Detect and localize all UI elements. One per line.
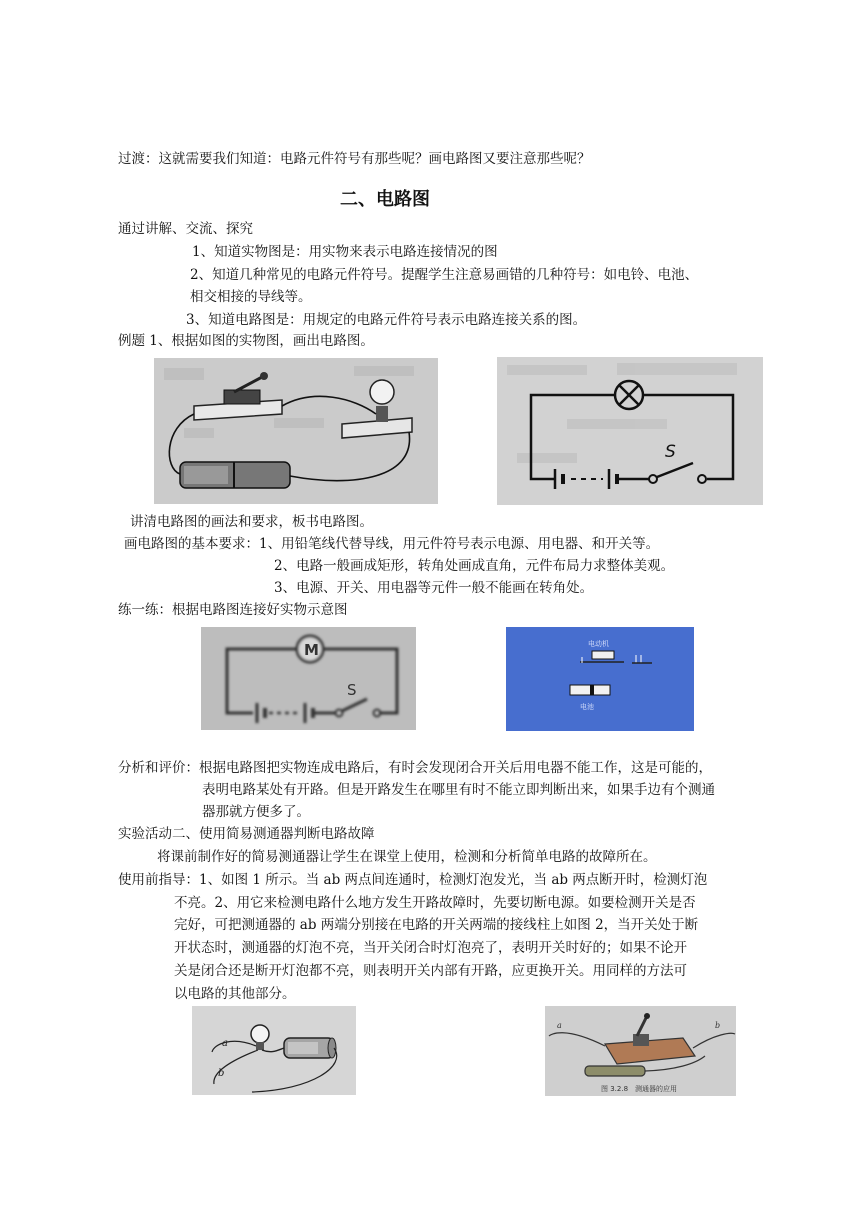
figure-tester-photo [192,1006,356,1095]
activity2-desc: 将课前制作好的简易测通器让学生在课堂上使用，检测和分析简单电路的故障所在。 [157,849,657,865]
figure-components-photo [506,627,694,731]
motor-label: M [304,641,319,659]
analysis-line-1: 分析和评价：根据电路图把实物连成电路后，有时会发现闭合开关后用电器不能工作，这是可能的， [118,760,712,776]
section-title: 二、电路图 [340,189,430,210]
transition-text: 过渡：这就需要我们知道：电路元件符号有那些呢？画电路图又要注意那些呢？ [118,151,591,167]
figure-switch-test-photo [545,1006,736,1096]
fig6-a-label: a [557,1021,562,1030]
guide-line-5: 关是闭合还是断开灯泡都不亮，则表明开关内部有开路，应更换开关。用同样的方法可 [174,963,687,979]
explain-text: 讲清电路图的画法和要求，板书电路图。 [130,514,373,530]
terminal-b-label: b [218,1068,225,1079]
guide-line-3: 完好，可把测通器的 ab 两端分别接在电路的开关两端的接线柱上如图 2，当开关处于断 [174,917,699,933]
point-1: 1、知道实物图是：用实物来表示电路连接情况的图 [192,244,498,260]
point-3: 3、知道电路图是：用规定的电路元件符号表示电路连接关系的图。 [186,312,587,328]
figure-real-circuit [154,358,438,504]
guide-line-4: 开状态时，测通器的灯泡不亮，当开关闭合时灯泡亮了，表明开关时好的；如果不论开 [174,940,687,956]
switch-label: S [665,442,676,462]
fig6-b-label: b [715,1021,721,1030]
requirement-2: 2、电路一般画成矩形，转角处画成直角，元件布局力求整体美观。 [274,558,675,574]
practice-text: 练一练：根据电路图连接好实物示意图 [118,602,348,618]
requirement-1: 画电路图的基本要求：1、用铅笔线代替导线，用元件符号表示电源、用电器、和开关等。 [124,536,660,552]
fig6-caption: 图 3.2.8 测通器的应用 [601,1085,678,1093]
example-1: 例题 1、根据如图的实物图，画出电路图。 [118,333,374,349]
terminal-a-label: a [222,1038,228,1049]
point-2-cont: 相交相接的导线等。 [190,289,312,305]
analysis-line-3: 器那就方便多了。 [202,804,310,820]
motor-caption: 电动机 [588,640,609,648]
guide-line-1: 使用前指导：1、如图 1 所示。当 ab 两点间连通时，检测灯泡发光，当 ab 两点断开时，检测灯泡 [118,872,708,888]
guide-line-2: 不亮。2、用它来检测电路什么地方发生开路故障时，先要切断电源。如要检测开关是否 [174,895,696,911]
point-2: 2、知道几种常见的电路元件符号。提醒学生注意易画错的几种符号：如电铃、电池、 [190,267,699,283]
figure-circuit-diagram-lamp [497,357,763,505]
activity2-title: 实验活动二、使用简易测通器判断电路故障 [118,826,375,842]
analysis-line-2: 表明电路某处有开路。但是开路发生在哪里有时不能立即判断出来，如果手边有个测通 [202,782,715,798]
guide-line-6: 以电路的其他部分。 [174,986,296,1002]
battery-caption: 电池 [580,703,594,711]
intro-text: 通过讲解、交流、探究 [118,221,253,237]
switch-label-2: S [347,681,357,699]
requirement-3: 3、电源、开关、用电器等元件一般不能画在转角处。 [274,580,594,596]
figure-circuit-diagram-motor [201,627,416,730]
